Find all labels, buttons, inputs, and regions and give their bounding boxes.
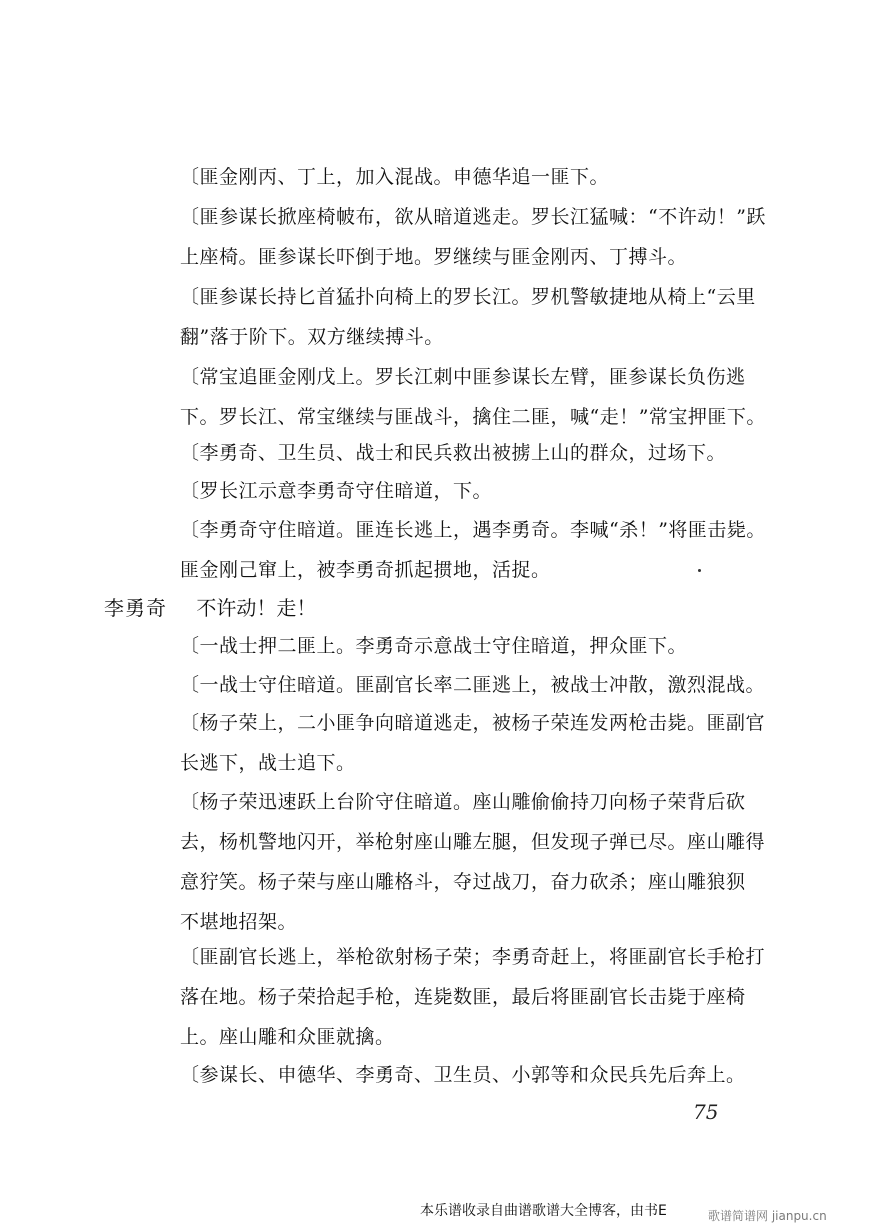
text-line: 〔李勇奇守住暗道。匪连长逃上，遇李勇奇。李喊“杀！”将匪击毙。	[180, 519, 766, 541]
text-line: 匪金刚己窜上，被李勇奇抓起掼地，活捉。	[180, 559, 551, 581]
stage-direction-2	[180, 197, 766, 277]
text-line: 去，杨机警地闪开，举枪射座山雕左腿，但发现子弹已尽。座山雕得	[180, 831, 766, 853]
stray-dot	[698, 569, 701, 572]
page-number: 75	[693, 1100, 719, 1124]
stage-direction-1	[180, 157, 740, 197]
text-line: 〔杨子荣上，二小匪争向暗道逃走，被杨子荣连发两枪击毙。匪副官	[180, 712, 766, 734]
speaker-name: 李勇奇	[104, 596, 167, 620]
text-line: 翻”落于阶下。双方继续搏斗。	[180, 326, 444, 348]
text-line: 〔一战士押二匪上。李勇奇示意战士守住暗道，押众匪下。	[180, 635, 688, 657]
watermark: 歌谱简谱网 jianpu.cn	[708, 1209, 827, 1223]
speaker-line: 不许动！走！	[196, 596, 317, 620]
stage-direction-11	[180, 782, 766, 942]
stage-direction-3	[180, 277, 756, 357]
stage-direction-4	[180, 357, 766, 437]
text-line: 〔匪金刚丙、丁上，加入混战。申德华追一匪下。	[180, 166, 610, 188]
text-line: 〔参谋长、申德华、李勇奇、卫生员、小郭等和众民兵先后奔上。	[180, 1064, 746, 1086]
text-line: 上。座山雕和众匪就擒。	[180, 1026, 395, 1048]
text-line: 〔常宝追匪金刚戊上。罗长江刺中匪参谋长左臂，匪参谋长负伤逃	[180, 366, 746, 388]
text-line: 不堪地招架。	[180, 911, 298, 933]
stage-direction-12	[180, 937, 766, 1057]
text-line: 〔罗长江示意李勇奇守住暗道，下。	[180, 480, 493, 502]
stage-direction-8	[180, 626, 740, 666]
text-line: 〔李勇奇、卫生员、战士和民兵救出被掳上山的群众，过场下。	[180, 442, 727, 464]
stage-direction-6	[180, 471, 740, 511]
text-line: 〔一战士守住暗道。匪副官长率二匪逃上，被战士冲散，激烈混战。	[180, 674, 766, 696]
text-line: 上座椅。匪参谋长吓倒于地。罗继续与匪金刚丙、丁搏斗。	[180, 246, 688, 268]
stage-direction-5	[180, 433, 740, 473]
text-line: 下。罗长江、常宝继续与匪战斗，擒住二匪，喊“走！”常宝押匪下。	[180, 406, 766, 428]
text-line: 〔匪参谋长持匕首猛扑向椅上的罗长江。罗机警敏捷地从椅上“云里	[180, 286, 756, 308]
stage-direction-10	[180, 703, 766, 783]
text-line: 〔匪参谋长掀座椅帔布，欲从暗道逃走。罗长江猛喊：“不许动！”跃	[180, 206, 766, 228]
dialogue-row	[104, 588, 316, 628]
text-line: 长逃下，战士追下。	[180, 752, 356, 774]
text-line: 〔匪副官长逃上，举枪欲射杨子荣；李勇奇赶上，将匪副官长手枪打	[180, 946, 766, 968]
text-line: 意狞笑。杨子荣与座山雕格斗，夺过战刀，奋力砍杀；座山雕狼狈	[180, 871, 746, 893]
text-line: 落在地。杨子荣拾起手枪，连毙数匪，最后将匪副官长击毙于座椅	[180, 986, 746, 1008]
text-line: 〔杨子荣迅速跃上台阶守住暗道。座山雕偷偷持刀向杨子荣背后砍	[180, 791, 746, 813]
stage-direction-7	[180, 510, 766, 590]
stage-direction-9	[180, 665, 766, 705]
footer-caption: 本乐谱收录自曲谱歌谱大全博客，由书E	[420, 1203, 667, 1219]
stage-direction-13	[180, 1055, 746, 1095]
